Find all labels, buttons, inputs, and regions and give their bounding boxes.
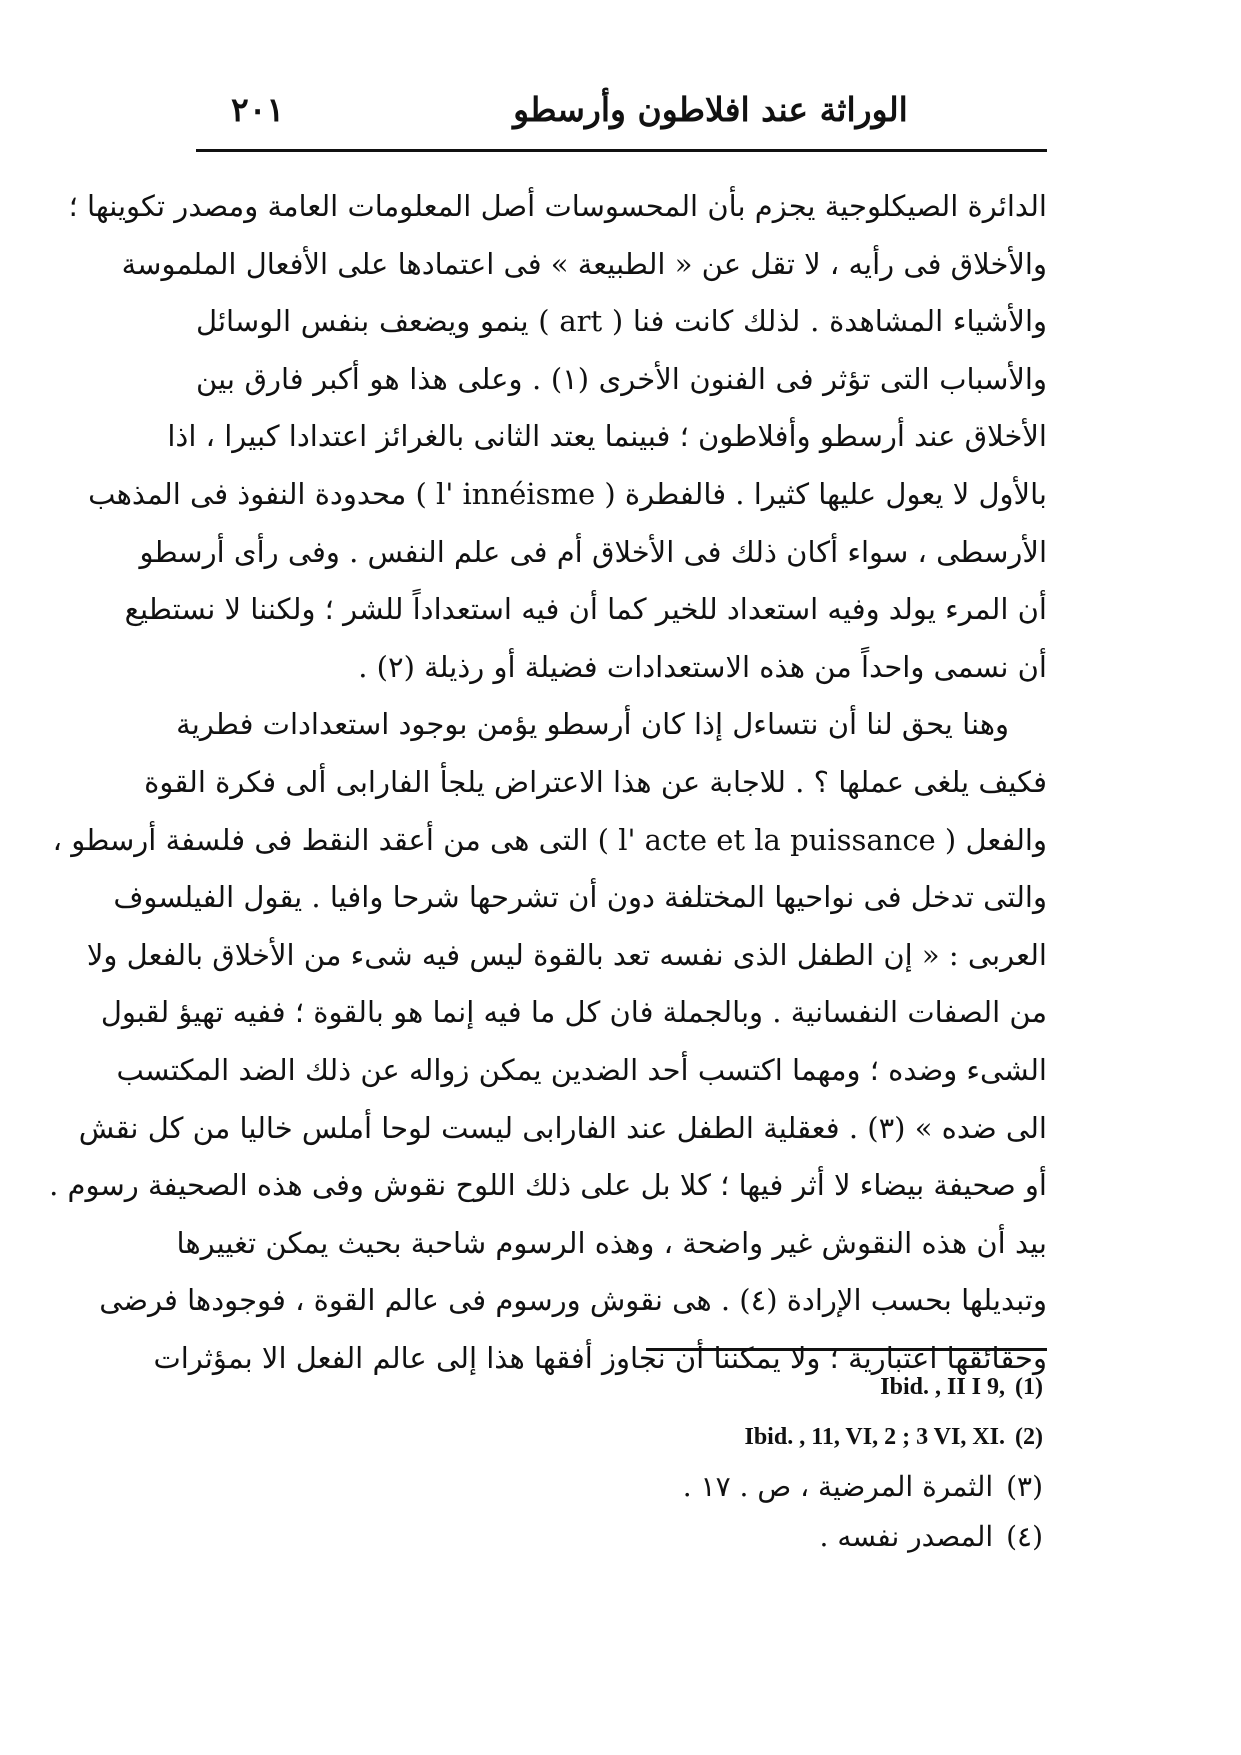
footnote-text: الثمرة المرضية ، ص . ١٧ . xyxy=(682,1470,994,1503)
text-line: والأخلاق فى رأيه ، لا تقل عن « الطبيعة » فى اعتمادها على الأفعال الملموسة xyxy=(121,246,1047,281)
text-line: الأرسطى ، سواء أكان ذلك فى الأخلاق أم فى علم النفس . وفى رأى أرسطو xyxy=(139,534,1047,569)
text-line: والأشياء المشاهدة . لذلك كانت فنا ( art ) ينمو ويضعف بنفس الوسائل xyxy=(196,304,1048,339)
text-line: وتبديلها بحسب الإرادة (٤) . هى نقوش ورسوم فى عالم القوة ، فوجودها فرضى xyxy=(99,1283,1047,1318)
footnote-number: (2) xyxy=(1015,1424,1043,1450)
footnote-2 xyxy=(560,1412,1043,1462)
text-line: العربى : « إن الطفل الذى نفسه تعد بالقوة ليس فيه شىء من الأخلاق بالفعل ولا xyxy=(86,937,1047,972)
text-line: وحقائقها اعتبارية ؛ ولا يمكننا أن نجاوز أفقها هذا إلى عالم الفعل الا بمؤثرات xyxy=(153,1340,1047,1375)
text-line: أو صحيفة بيضاء لا أثر فيها ؛ كلا بل على ذلك اللوح نقوش وفى هذه الصحيفة رسوم . xyxy=(49,1168,1047,1203)
footnote-text: Ibid. , II I 9, xyxy=(880,1374,1006,1400)
text-line: من الصفات النفسانية . وبالجملة فان كل ما فيه إنما هو بالقوة ؛ ففيه تهيؤ لقبول xyxy=(100,995,1047,1030)
footnotes xyxy=(560,1362,1043,1562)
text-line: والتى تدخل فى نواحيها المختلفة دون أن تشرحها شرحا وافيا . يقول الفيلسوف xyxy=(113,880,1047,915)
text-line: الشىء وضده ؛ ومهما اكتسب أحد الضدين يمكن زواله عن ذلك الضد المكتسب xyxy=(116,1052,1047,1087)
footnote-number: (٤) xyxy=(1006,1520,1043,1553)
text-line: أن المرء يولد وفيه استعداد للخير كما أن فيه استعداداً للشر ؛ ولكننا لا نستطيع xyxy=(124,592,1047,627)
text-line: الى ضده » (٣) . فعقلية الطفل عند الفارابى ليست لوحا أملس خاليا من كل نقش xyxy=(78,1110,1047,1145)
footnote-4 xyxy=(560,1512,1043,1562)
text-line: بيد أن هذه النقوش غير واضحة ، وهذه الرسوم شاحبة بحيث يمكن تغييرها xyxy=(176,1225,1047,1260)
text-line: فكيف يلغى عملها ؟ . للاجابة عن هذا الاعتراض يلجأ الفارابى ألى فكرة القوة xyxy=(144,764,1047,799)
text-line: الدائرة الصيكلوجية يجزم بأن المحسوسات أصل المعلومات العامة ومصدر تكوينها ؛ xyxy=(68,189,1047,223)
running-title: الوراثة عند افلاطون وأرسطو xyxy=(513,90,908,129)
footnote-1 xyxy=(560,1362,1043,1412)
running-header xyxy=(196,82,1045,138)
footnote-rule xyxy=(646,1348,1047,1351)
footnote-3 xyxy=(560,1462,1043,1512)
footnote-number: (٣) xyxy=(1006,1470,1043,1503)
text-line: بالأول لا يعول عليها كثيرا . فالفطرة ( l' innéisme ) محدودة النفوذ فى المذهب xyxy=(88,476,1047,511)
header-rule xyxy=(196,149,1047,152)
text-line: والأسباب التى تؤثر فى الفنون الأخرى (١) . وعلى هذا هو أكبر فارق بين xyxy=(196,361,1047,396)
text-line: أن نسمى واحداً من هذه الاستعدادات فضيلة أو رذيلة (٢) . xyxy=(358,649,1047,684)
text-line: وهنا يحق لنا أن نتساءل إذا كان أرسطو يؤمن بوجود استعدادات فطرية xyxy=(176,707,1009,742)
footnote-text: المصدر نفسه . xyxy=(819,1520,994,1553)
text-line: الأخلاق عند أرسطو وأفلاطون ؛ فبينما يعتد الثانى بالغرائز اعتدادا كبيرا ، اذا xyxy=(167,419,1047,454)
page-number: ٢٠١ xyxy=(231,90,285,129)
footnote-text: Ibid. , 11, VI, 2 ; 3 VI, XI. xyxy=(744,1424,1006,1450)
body-text xyxy=(49,178,1048,1387)
footnote-number: (1) xyxy=(1015,1374,1043,1400)
text-line: والفعل ( l' acte et la puissance ) التى هى من أعقد النقط فى فلسفة أرسطو ، xyxy=(52,822,1047,857)
